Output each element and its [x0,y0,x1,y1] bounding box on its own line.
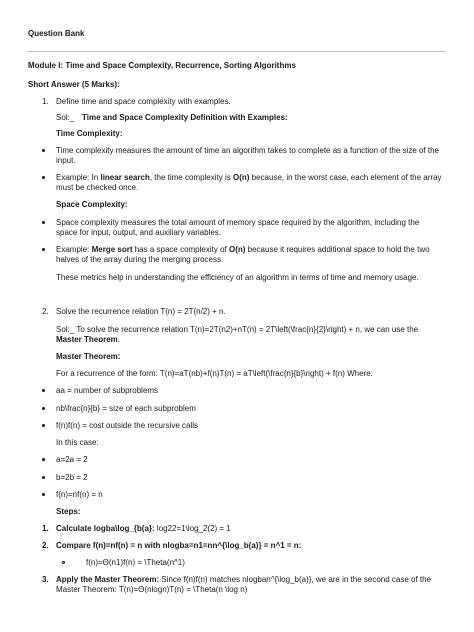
master-theorem-form: For a recurrence of the form: T(n)=aT(nb)+f(n)T(n) = aT\left(\frac{n}{b}\right) + f(n) Where: [56,369,373,378]
time-complexity-heading: Time Complexity: [56,129,123,138]
steps-heading: Steps: [56,507,81,516]
q1-number: 1. [42,97,49,106]
q2-number: 2. [42,307,49,316]
time-example-line1: Example: In linear search, the time complexity is O(n) because, in the worst case, each element of the array [56,173,442,182]
definition-a: aa = number of subproblems [56,386,159,395]
q2-question: Solve the recurrence relation T(n) = 2T(n/2) + n. [56,307,226,316]
q1-sol-title: Time and Space Complexity Definition with Examples: [82,113,288,122]
q2-sol-line1: Sol:_ To solve the recurrence relation T(n)=2T(n2)+nT(n) = 2T\left(\frac{n}{2}\right) + n, we can use the [56,325,419,334]
step1-number: 1. [42,524,49,533]
time-def-line1: Time complexity measures the amount of time an algorithm takes to complete as a function of the size of the [56,146,439,155]
page-header-title: Question Bank [28,29,85,38]
bullet-icon [42,458,45,461]
bullet-icon [42,389,45,392]
master-theorem-heading: Master Theorem: [56,352,121,361]
section-heading: Short Answer (5 Marks): [28,80,120,89]
space-example-line1: Example: Merge sort has a space complexity of O(n) because it requires additional space to hold the two [56,245,430,254]
case-a: a=2a = 2 [56,455,88,464]
step3-line1: Apply the Master Theorem: Since f(n)f(n) matches nlog⁡ban^{\log_b(a)}, we are in the second case of the [56,575,432,584]
bullet-icon [42,424,45,427]
definition-f: f(n)f(n) = cost outside the recursive calls [56,421,199,430]
q1-question: Define time and space complexity with examples. [56,97,231,106]
bullet-icon [42,493,45,496]
module-title: Module I: Time and Space Complexity, Recurrence, Sorting Algorithms [28,61,296,70]
bullet-icon [42,248,45,251]
step1-text: Calculate log⁡ba\log_{b(a}: log⁡22=1\log_2(2) = 1 [56,524,231,533]
space-complexity-heading: Space Complexity: [56,200,128,209]
space-example-line2: halves of the array during the merging process. [56,255,224,264]
bullet-icon [42,176,45,179]
space-def-line1: Space complexity measures the total amount of memory space required by the algorithm, including the [56,218,420,227]
step2-text: Compare f(n)=nf(n) = n with nlog⁡ba=n1=nn^{\log_b(a)} = n^1 = n: [56,541,302,550]
in-this-case: In this case: [56,438,99,447]
q1-sol-prefix: Sol:_ [56,113,75,122]
case-b: b=2b = 2 [56,473,88,482]
step3-number: 3. [42,575,49,584]
definition-b: nb\frac{n}{b} = size of each subproblem [56,404,196,413]
step2-number: 2. [42,541,49,550]
time-def-line2: input. [56,156,76,165]
step2-subitem: f(n)=Θ(n1)f(n) = \Theta(n^1) [86,558,185,567]
time-example-line2: must be checked once. [56,183,139,192]
space-def-line2: space for input, output, and auxiliary variables. [56,228,221,237]
header-divider [28,51,446,52]
sub-bullet-icon [62,561,65,564]
step3-line2: Master Theorem: T(n)=Θ(nlog⁡n)T(n) = \Theta(n \log n) [56,585,248,594]
bullet-icon [42,149,45,152]
q2-sol-line2: Master Theorem. [56,335,121,344]
bullet-icon [42,407,45,410]
q1-summary: These metrics help in understanding the efficiency of an algorithm in terms of time and memory usage. [56,273,419,282]
bullet-icon [42,221,45,224]
case-f: f(n)=nf(n) = n [56,490,103,499]
bullet-icon [42,476,45,479]
